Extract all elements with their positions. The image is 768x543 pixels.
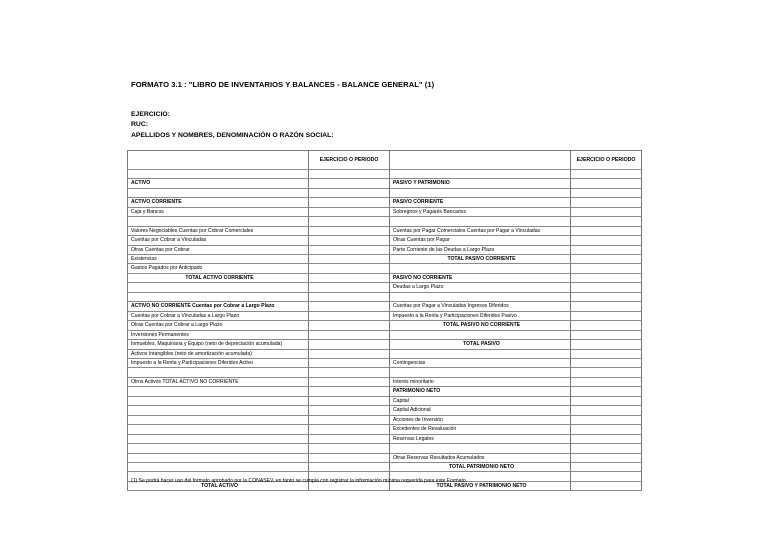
table-row: [128, 283, 642, 292]
row-value: [309, 245, 390, 254]
row-value: [571, 368, 642, 377]
row-label: ACTIVO: [128, 179, 309, 188]
header-blank-left: [128, 151, 309, 170]
row-value: [571, 198, 642, 207]
footnote: (1) Se podrá hacer uso del formato aprobado por la CONASEV, en tanto se cumpla con registrar la información mínima requerida para este Formato.: [131, 478, 468, 484]
row-value: [309, 444, 390, 453]
table-row: [128, 207, 642, 216]
table-row: [128, 330, 642, 339]
table-row: [128, 170, 642, 179]
row-label: Capital: [390, 396, 571, 405]
table-row: [128, 349, 642, 358]
row-label: Acciones de Inversión: [390, 415, 571, 424]
row-label: [390, 188, 571, 197]
row-value: [571, 481, 642, 490]
row-label: PASIVO Y PATRIMONIO: [390, 179, 571, 188]
row-label: Cuentas por Cobrar a Vinculadas a Largo Plazo: [128, 311, 309, 320]
row-value: [571, 217, 642, 226]
row-value: [571, 377, 642, 386]
row-label: Inversiones Permanentes: [128, 330, 309, 339]
row-value: [309, 387, 390, 396]
row-value: [309, 226, 390, 235]
row-label: Cuentas por Pagar a Vinculadas Ingresos Diferidos: [390, 302, 571, 311]
row-label: Otros Activos TOTAL ACTIVO NO CORRIENTE: [128, 377, 309, 386]
row-label: TOTAL PASIVO CORRIENTE: [390, 255, 571, 264]
row-value: [309, 406, 390, 415]
row-label: PASIVO CORRIENTE: [390, 198, 571, 207]
row-value: [309, 462, 390, 471]
razon-social-label: APELLIDOS Y NOMBRES, DENOMINACIÓN O RAZÓN SOCIAL:: [131, 132, 334, 139]
row-label: TOTAL PASIVO NO CORRIENTE: [390, 321, 571, 330]
table-row: [128, 415, 642, 424]
row-value: [571, 321, 642, 330]
row-value: [309, 330, 390, 339]
row-value: [571, 396, 642, 405]
row-value: [309, 302, 390, 311]
row-value: [309, 340, 390, 349]
row-label: Cuentas por Cobrar a Vinculadas: [128, 236, 309, 245]
row-label: [390, 330, 571, 339]
table-row: [128, 462, 642, 471]
row-label: [128, 217, 309, 226]
row-value: [309, 292, 390, 301]
row-label: [128, 170, 309, 179]
row-value: [309, 377, 390, 386]
table-row: [128, 311, 642, 320]
row-label: TOTAL ACTIVO CORRIENTE: [128, 273, 309, 282]
table-row: [128, 396, 642, 405]
row-label: Sobregiros y Pagarés Bancarios: [390, 207, 571, 216]
row-value: [571, 311, 642, 320]
row-value: [309, 368, 390, 377]
row-value: [309, 283, 390, 292]
row-value: [571, 226, 642, 235]
row-label: Otras Cuentas por Pagar: [390, 236, 571, 245]
table-row: [128, 273, 642, 282]
table-row: [128, 236, 642, 245]
row-label: [128, 425, 309, 434]
row-value: [571, 387, 642, 396]
row-value: [571, 444, 642, 453]
row-label: Impuesto a la Renta y Participaciones Diferidos Activo: [128, 359, 309, 368]
row-label: TOTAL ACTIVO: [128, 481, 309, 490]
row-label: [390, 292, 571, 301]
table-row: [128, 434, 642, 443]
row-label: Excedentes de Revaluación: [390, 425, 571, 434]
row-label: Gastos Pagados por Anticipado: [128, 264, 309, 273]
row-label: Valores Negociables Cuentas por Cobrar Comerciales: [128, 226, 309, 235]
table-row: [128, 377, 642, 386]
row-value: [571, 434, 642, 443]
row-label: [128, 283, 309, 292]
row-value: [309, 188, 390, 197]
row-value: [309, 425, 390, 434]
row-value: [571, 462, 642, 471]
row-value: [571, 283, 642, 292]
row-label: [390, 444, 571, 453]
row-value: [309, 236, 390, 245]
row-value: [571, 207, 642, 216]
row-label: ACTIVO CORRIENTE: [128, 198, 309, 207]
table-row: [128, 368, 642, 377]
row-label: Otras Reservas Resultados Acumulados: [390, 453, 571, 462]
table-header-row: [128, 151, 642, 170]
column-header-right: EJERCICIO O PERIODO: [571, 151, 642, 170]
row-value: [571, 273, 642, 282]
row-value: [571, 255, 642, 264]
row-label: TOTAL PASIVO: [390, 340, 571, 349]
row-value: [309, 264, 390, 273]
table-row: [128, 387, 642, 396]
row-value: [571, 425, 642, 434]
row-label: Reservas Legales: [390, 434, 571, 443]
row-label: [128, 415, 309, 424]
row-value: [571, 340, 642, 349]
table-row: [128, 188, 642, 197]
table-row: [128, 264, 642, 273]
document-title: FORMATO 3.1 : "LIBRO DE INVENTARIOS Y BALANCES - BALANCE GENERAL" (1): [131, 80, 435, 89]
row-value: [571, 292, 642, 301]
table-row: [128, 444, 642, 453]
ejercicio-label: EJERCICIO:: [131, 111, 170, 118]
table-row: [128, 359, 642, 368]
row-label: [128, 444, 309, 453]
row-label: [128, 406, 309, 415]
row-label: [128, 387, 309, 396]
row-value: [309, 453, 390, 462]
row-value: [571, 179, 642, 188]
row-label: Inmuebles, Maquinaria y Equipo (neto de depreciación acumulada): [128, 340, 309, 349]
row-value: [571, 170, 642, 179]
table-row: [128, 302, 642, 311]
row-label: Cuentas por Pagar Comerciales Cuentas por Pagar a Vinculadas: [390, 226, 571, 235]
row-value: [309, 434, 390, 443]
row-value: [571, 236, 642, 245]
row-label: Impuesto a la Renta y Participaciones Diferidos Pasivo: [390, 311, 571, 320]
table-row: [128, 321, 642, 330]
row-value: [309, 217, 390, 226]
row-label: ACTIVO NO CORRIENTE Cuentas por Cobrar a Largo Plazo: [128, 302, 309, 311]
row-label: Activos Intangibles (neto de amortización acumulada): [128, 349, 309, 358]
row-label: [128, 453, 309, 462]
row-value: [309, 349, 390, 358]
row-value: [309, 179, 390, 188]
row-label: TOTAL PATRIMONIO NETO: [390, 462, 571, 471]
row-label: [128, 368, 309, 377]
table-row: [128, 245, 642, 254]
row-value: [309, 415, 390, 424]
row-label: Interés minoritario: [390, 377, 571, 386]
row-label: Parte Corriente de las Deudas a Largo Plazo: [390, 245, 571, 254]
row-label: Existencias: [128, 255, 309, 264]
row-value: [309, 273, 390, 282]
row-label: Caja y Bancos: [128, 207, 309, 216]
row-label: [390, 264, 571, 273]
row-value: [309, 396, 390, 405]
row-label: [128, 188, 309, 197]
row-value: [309, 207, 390, 216]
table-row: [128, 255, 642, 264]
row-value: [309, 170, 390, 179]
table-row: [128, 340, 642, 349]
row-value: [571, 264, 642, 273]
ruc-label: RUC:: [131, 121, 148, 128]
row-label: [128, 434, 309, 443]
row-value: [571, 302, 642, 311]
row-value: [571, 245, 642, 254]
table-row: [128, 453, 642, 462]
table-row: [128, 217, 642, 226]
row-label: Otras Cuentas por Cobrar a Largo Plazo: [128, 321, 309, 330]
row-value: [309, 198, 390, 207]
row-value: [309, 255, 390, 264]
row-value: [571, 472, 642, 481]
table-row: [128, 292, 642, 301]
row-label: Contingencias: [390, 359, 571, 368]
row-value: [571, 453, 642, 462]
row-label: [390, 217, 571, 226]
table-row: [128, 198, 642, 207]
table-row: [128, 425, 642, 434]
table-row: [128, 406, 642, 415]
row-label: Otras Cuentas por Cobrar: [128, 245, 309, 254]
row-label: [128, 396, 309, 405]
row-label: [128, 462, 309, 471]
balance-table: [127, 150, 642, 491]
row-value: [571, 188, 642, 197]
column-header-left: EJERCICIO O PERIODO: [309, 151, 390, 170]
row-value: [571, 359, 642, 368]
row-value: [571, 330, 642, 339]
row-label: [390, 368, 571, 377]
row-label: PATRIMONIO NETO: [390, 387, 571, 396]
row-value: [571, 415, 642, 424]
row-value: [309, 359, 390, 368]
row-value: [309, 311, 390, 320]
row-label: [390, 170, 571, 179]
row-label: Deudas a Largo Plazo: [390, 283, 571, 292]
row-label: Capital Adicional: [390, 406, 571, 415]
row-label: [390, 349, 571, 358]
row-label: [128, 292, 309, 301]
row-value: [309, 321, 390, 330]
row-value: [571, 406, 642, 415]
table-row: [128, 179, 642, 188]
row-value: [571, 349, 642, 358]
row-label: TOTAL PASIVO Y PATRIMONIO NETO: [390, 481, 571, 490]
row-label: PASIVO NO CORRIENTE: [390, 273, 571, 282]
table-row: [128, 226, 642, 235]
header-blank-right: [390, 151, 571, 170]
